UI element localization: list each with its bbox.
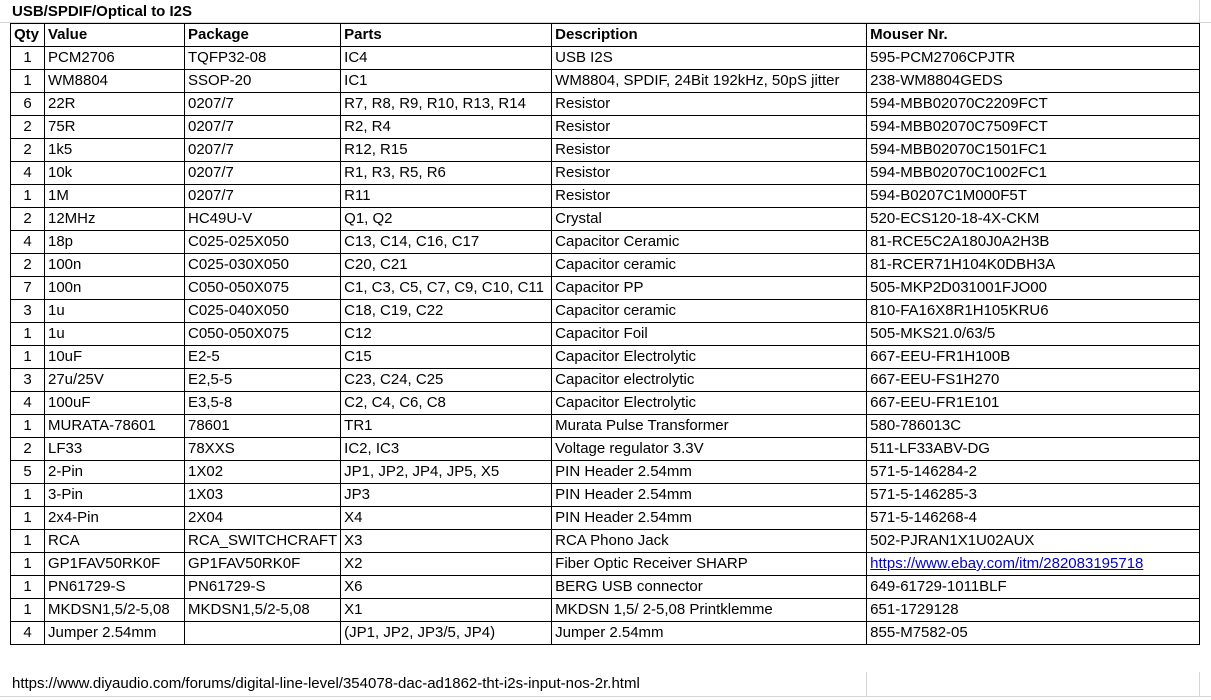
cell-package[interactable]: C025-030X050 [185,254,341,277]
cell-qty[interactable]: 2 [11,254,45,277]
cell-mouser-nr[interactable]: 571-5-146285-3 [867,484,1200,507]
cell-package[interactable]: 0207/7 [185,116,341,139]
cell-description[interactable]: Resistor [552,93,867,116]
cell-parts[interactable]: R11 [341,185,552,208]
cell-package[interactable]: C050-050X075 [185,277,341,300]
cell-package[interactable]: 0207/7 [185,162,341,185]
table-row [11,162,1200,185]
cell-parts[interactable]: TR1 [341,415,552,438]
gridline [1199,672,1200,696]
sheet-title[interactable]: USB/SPDIF/Optical to I2S [0,0,1211,23]
cell-mouser-nr[interactable]: 571-5-146284-2 [867,461,1200,484]
gridline [0,696,1211,697]
cell-parts[interactable]: R12, R15 [341,139,552,162]
column-header-value[interactable]: Value [45,24,185,47]
cell-package[interactable]: GP1FAV50RK0F [185,553,341,576]
cell-value[interactable]: 1u [45,300,185,323]
cell-package[interactable]: C025-040X050 [185,300,341,323]
cell-qty[interactable]: 1 [11,530,45,553]
cell-package[interactable] [185,622,341,645]
cell-value[interactable]: 1M [45,185,185,208]
cell-value[interactable]: 1k5 [45,139,185,162]
cell-value[interactable]: 1u [45,323,185,346]
table-row [11,254,1200,277]
cell-package[interactable]: E2-5 [185,346,341,369]
cell-qty[interactable]: 1 [11,507,45,530]
cell-package[interactable]: SSOP-20 [185,70,341,93]
cell-qty[interactable]: 1 [11,47,45,70]
cell-mouser-nr[interactable]: 81-RCER71H104K0DBH3A [867,254,1200,277]
cell-parts[interactable]: X2 [341,553,552,576]
column-header-mouser-nr[interactable]: Mouser Nr. [867,24,1200,47]
cell-mouser-nr[interactable]: 238-WM8804GEDS [867,70,1200,93]
cell-parts[interactable]: R2, R4 [341,116,552,139]
cell-parts[interactable]: C20, C21 [341,254,552,277]
cell-parts[interactable]: C15 [341,346,552,369]
cell-qty[interactable]: 4 [11,231,45,254]
cell-value[interactable]: Jumper 2.54mm [45,622,185,645]
cell-value[interactable]: MURATA-78601 [45,415,185,438]
table-row [11,553,1200,576]
cell-mouser-nr[interactable]: 810-FA16X8R1H105KRU6 [867,300,1200,323]
cell-value[interactable]: 22R [45,93,185,116]
cell-package[interactable]: HC49U-V [185,208,341,231]
cell-mouser-nr[interactable]: 502-PJRAN1X1U02AUX [867,530,1200,553]
cell-qty[interactable]: 2 [11,116,45,139]
cell-parts[interactable]: (JP1, JP2, JP3/5, JP4) [341,622,552,645]
table-row [11,484,1200,507]
cell-qty[interactable]: 1 [11,185,45,208]
table-row [11,622,1200,645]
cell-qty[interactable]: 5 [11,461,45,484]
cell-description[interactable]: Voltage regulator 3.3V [552,438,867,461]
cell-mouser-nr[interactable] [867,553,1200,576]
table-row [11,415,1200,438]
cell-description[interactable]: BERG USB connector [552,576,867,599]
cell-parts[interactable]: X6 [341,576,552,599]
cell-description[interactable]: RCA Phono Jack [552,530,867,553]
cell-value[interactable]: 12MHz [45,208,185,231]
cell-qty[interactable]: 4 [11,622,45,645]
table-row [11,323,1200,346]
cell-value[interactable]: 3-Pin [45,484,185,507]
cell-qty[interactable]: 3 [11,300,45,323]
column-header-package[interactable]: Package [185,24,341,47]
cell-mouser-nr[interactable]: 667-EEU-FR1E101 [867,392,1200,415]
table-row [11,507,1200,530]
cell-value[interactable]: GP1FAV50RK0F [45,553,185,576]
cell-parts[interactable]: X1 [341,599,552,622]
cell-qty[interactable]: 1 [11,484,45,507]
cell-package[interactable]: 2X04 [185,507,341,530]
cell-parts[interactable]: C13, C14, C16, C17 [341,231,552,254]
cell-package[interactable]: MKDSN1,5/2-5,08 [185,599,341,622]
cell-value[interactable]: RCA [45,530,185,553]
supplier-link[interactable]: https://www.ebay.com/itm/282083195718 [870,555,1144,572]
table-row [11,139,1200,162]
column-header-parts[interactable]: Parts [341,24,552,47]
cell-qty[interactable]: 1 [11,576,45,599]
cell-parts[interactable]: IC1 [341,70,552,93]
table-row [11,346,1200,369]
table-row [11,599,1200,622]
cell-qty[interactable]: 4 [11,392,45,415]
cell-parts[interactable]: C12 [341,323,552,346]
cell-value[interactable]: 18p [45,231,185,254]
column-header-description[interactable]: Description [552,24,867,47]
cell-package[interactable]: C050-050X075 [185,323,341,346]
cell-value[interactable]: 10k [45,162,185,185]
cell-parts[interactable]: C18, C19, C22 [341,300,552,323]
cell-description[interactable]: Capacitor ceramic [552,300,867,323]
cell-package[interactable]: C025-025X050 [185,231,341,254]
cell-description[interactable]: Fiber Optic Receiver SHARP [552,553,867,576]
gridline [1199,0,1200,23]
table-row [11,93,1200,116]
cell-parts[interactable]: JP3 [341,484,552,507]
cell-mouser-nr[interactable]: 520-ECS120-18-4X-CKM [867,208,1200,231]
cell-description[interactable]: MKDSN 1,5/ 2-5,08 Printklemme [552,599,867,622]
cell-mouser-nr[interactable]: 649-61729-1011BLF [867,576,1200,599]
cell-value[interactable]: LF33 [45,438,185,461]
cell-parts[interactable]: R1, R3, R5, R6 [341,162,552,185]
cell-package[interactable]: E3,5-8 [185,392,341,415]
cell-mouser-nr[interactable]: 505-MKP2D031001FJO00 [867,277,1200,300]
table-row [11,438,1200,461]
cell-parts[interactable]: IC2, IC3 [341,438,552,461]
cell-mouser-nr[interactable]: 667-EEU-FS1H270 [867,369,1200,392]
cell-qty[interactable]: 7 [11,277,45,300]
table-row [11,576,1200,599]
cell-package[interactable]: 78XXS [185,438,341,461]
cell-description[interactable]: Jumper 2.54mm [552,622,867,645]
table-row [11,208,1200,231]
cell-value[interactable]: 2x4-Pin [45,507,185,530]
cell-mouser-nr[interactable]: 594-MBB02070C1002FC1 [867,162,1200,185]
cell-description[interactable]: Resistor [552,162,867,185]
cell-package[interactable]: 78601 [185,415,341,438]
cell-description[interactable]: Murata Pulse Transformer [552,415,867,438]
cell-qty[interactable]: 2 [11,139,45,162]
cell-parts[interactable]: IC4 [341,47,552,70]
cell-parts[interactable]: Q1, Q2 [341,208,552,231]
cell-qty[interactable]: 2 [11,438,45,461]
cell-description[interactable]: PIN Header 2.54mm [552,484,867,507]
cell-description[interactable]: Capacitor Foil [552,323,867,346]
cell-value[interactable]: 75R [45,116,185,139]
cell-package[interactable]: PN61729-S [185,576,341,599]
cell-value[interactable]: 100uF [45,392,185,415]
cell-description[interactable]: Capacitor Ceramic [552,231,867,254]
cell-mouser-nr[interactable]: 855-M7582-05 [867,622,1200,645]
cell-mouser-nr[interactable]: 511-LF33ABV-DG [867,438,1200,461]
cell-value[interactable]: 2-Pin [45,461,185,484]
cell-description[interactable]: Capacitor Electrolytic [552,346,867,369]
cell-mouser-nr[interactable]: 595-PCM2706CPJTR [867,47,1200,70]
cell-package[interactable]: 0207/7 [185,139,341,162]
table-row [11,70,1200,93]
cell-value[interactable]: 27u/25V [45,369,185,392]
cell-qty[interactable]: 1 [11,415,45,438]
cell-description[interactable]: Resistor [552,139,867,162]
gridline [866,672,867,696]
table-row [11,530,1200,553]
cell-description[interactable]: PIN Header 2.54mm [552,507,867,530]
cell-mouser-nr[interactable]: 594-MBB02070C1501FC1 [867,139,1200,162]
cell-value[interactable]: 100n [45,277,185,300]
cell-parts[interactable]: C1, C3, C5, C7, C9, C10, C11 [341,277,552,300]
cell-mouser-nr[interactable]: 594-MBB02070C2209FCT [867,93,1200,116]
cell-mouser-nr[interactable]: 651-1729128 [867,599,1200,622]
table-row [11,369,1200,392]
cell-description[interactable]: Capacitor PP [552,277,867,300]
footer-source-url[interactable]: https://www.diyaudio.com/forums/digital-line-level/354078-dac-ad1862-tht-i2s-input-nos-2r.html [12,675,640,692]
cell-qty[interactable]: 3 [11,369,45,392]
cell-qty[interactable]: 1 [11,70,45,93]
cell-value[interactable]: PCM2706 [45,47,185,70]
cell-mouser-nr[interactable]: 580-786013C [867,415,1200,438]
cell-mouser-nr[interactable]: 505-MKS21.0/63/5 [867,323,1200,346]
cell-qty[interactable]: 1 [11,599,45,622]
cell-qty[interactable]: 2 [11,208,45,231]
cell-package[interactable]: RCA_SWITCHCRAFT [185,530,341,553]
cell-value[interactable]: PN61729-S [45,576,185,599]
cell-qty[interactable]: 6 [11,93,45,116]
table-row [11,277,1200,300]
cell-description[interactable]: Resistor [552,116,867,139]
cell-package[interactable]: 1X03 [185,484,341,507]
cell-value[interactable]: WM8804 [45,70,185,93]
bom-table-body [11,24,1200,645]
bom-table [10,23,1200,645]
cell-description[interactable]: USB I2S [552,47,867,70]
cell-mouser-nr[interactable]: 81-RCE5C2A180J0A2H3B [867,231,1200,254]
table-row [11,300,1200,323]
cell-mouser-nr[interactable]: 571-5-146268-4 [867,507,1200,530]
cell-description[interactable]: Resistor [552,185,867,208]
table-row [11,47,1200,70]
table-row [11,116,1200,139]
cell-package[interactable]: 0207/7 [185,185,341,208]
cell-package[interactable]: 0207/7 [185,93,341,116]
cell-package[interactable]: E2,5-5 [185,369,341,392]
cell-qty[interactable]: 1 [11,553,45,576]
table-row [11,392,1200,415]
column-header-qty[interactable]: Qty [11,24,45,47]
cell-parts[interactable]: X4 [341,507,552,530]
cell-value[interactable]: 10uF [45,346,185,369]
cell-description[interactable]: WM8804, SPDIF, 24Bit 192kHz, 50pS jitter [552,70,867,93]
cell-parts[interactable]: R7, R8, R9, R10, R13, R14 [341,93,552,116]
cell-description[interactable]: Capacitor Electrolytic [552,392,867,415]
cell-value[interactable]: 100n [45,254,185,277]
table-row [11,461,1200,484]
cell-mouser-nr[interactable]: 594-MBB02070C7509FCT [867,116,1200,139]
cell-package[interactable]: 1X02 [185,461,341,484]
cell-mouser-nr[interactable]: 667-EEU-FR1H100B [867,346,1200,369]
cell-parts[interactable]: C2, C4, C6, C8 [341,392,552,415]
cell-qty[interactable]: 1 [11,346,45,369]
cell-description[interactable]: Capacitor electrolytic [552,369,867,392]
table-row [11,185,1200,208]
cell-parts[interactable]: C23, C24, C25 [341,369,552,392]
cell-qty[interactable]: 1 [11,323,45,346]
header-row [11,24,1200,47]
cell-package[interactable]: TQFP32-08 [185,47,341,70]
cell-description[interactable]: Crystal [552,208,867,231]
cell-description[interactable]: Capacitor ceramic [552,254,867,277]
cell-qty[interactable]: 4 [11,162,45,185]
cell-value[interactable]: MKDSN1,5/2-5,08 [45,599,185,622]
cell-parts[interactable]: X3 [341,530,552,553]
table-row [11,231,1200,254]
cell-mouser-nr[interactable]: 594-B0207C1M000F5T [867,185,1200,208]
cell-description[interactable]: PIN Header 2.54mm [552,461,867,484]
cell-parts[interactable]: JP1, JP2, JP4, JP5, X5 [341,461,552,484]
